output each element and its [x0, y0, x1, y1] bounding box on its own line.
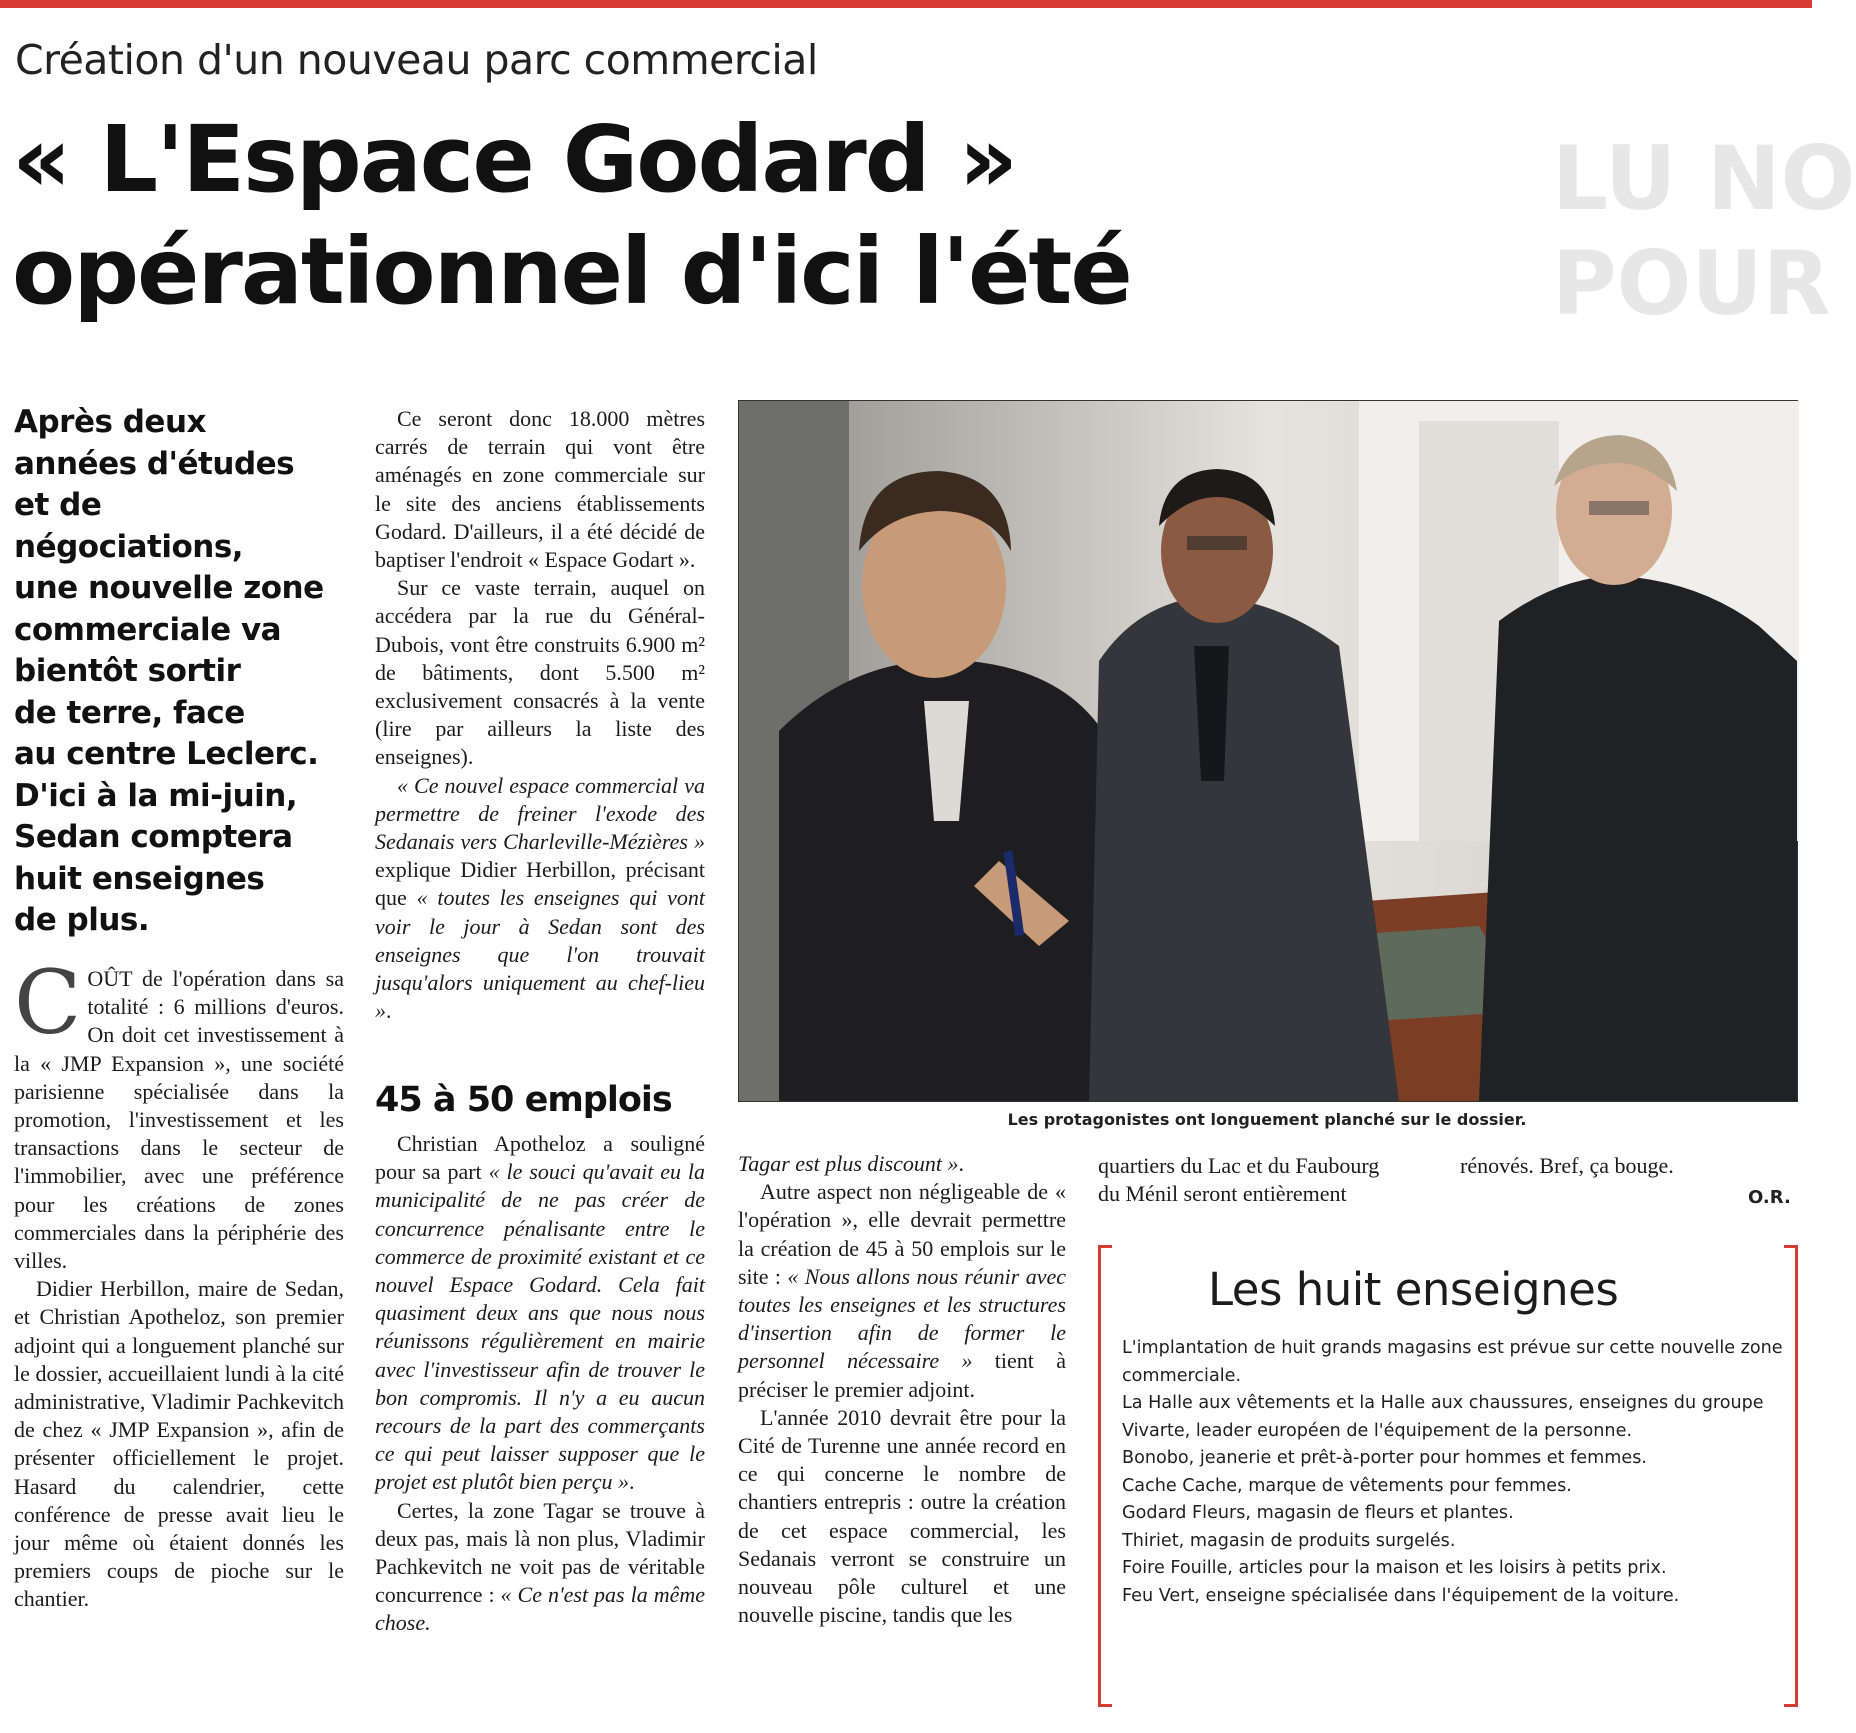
quote: Tagar est plus discount »	[738, 1151, 959, 1176]
quote: « le souci qu'avait eu la municipalité de ne pas créer de concurrence pénalisante entre le commerce de proximité existant et ce nouvel Espace Godard. Cela fait quasiment deux ans que nous nous réunissons régulièrement en mairie avec l'investisseur afin de trouver le bon compromis. Il n'y a eu aucun recours de la part des commerçants ce qui peut laisser supposer que le projet est plutôt bien perçu »	[375, 1159, 705, 1495]
headline-line-1: « L'Espace Godard »	[12, 106, 1017, 213]
article-paragraph: COÛT de l'opération dans sa totalité : 6 millions d'euros. On doit cet investissement à la « JMP Expansion », une société parisienne spécialisée dans la promotion, l'investissement et les transactions dans le secteur de l'immobilier, avec une préférence pour les créations de zones commerciales dans la périphérie des villes.	[14, 951, 344, 1274]
quote: « Ce nouvel espace commercial va permettre de freiner l'exode des Sedanais vers Charleville-Mézières »	[375, 772, 705, 855]
sidebar-title: Les huit enseignes	[1208, 1263, 1619, 1316]
bleed-through-text	[1552, 126, 1856, 335]
drop-cap: C	[14, 951, 82, 1054]
store-item: Feu Vert, enseigne spécialisée dans l'équipement de la voiture.	[1122, 1585, 1680, 1606]
photo-caption: Les protagonistes ont longuement planché sur le dossier.	[1007, 1110, 1527, 1129]
kicker: Création d'un nouveau parc commercial	[15, 36, 818, 84]
top-red-rule	[0, 0, 1812, 8]
lede-line: Sedan comptera	[14, 819, 293, 855]
store-item: Godard Fleurs, magasin de fleurs et plantes.	[1122, 1503, 1514, 1523]
lede-line: Après deux	[14, 404, 207, 440]
lede-line: au centre Leclerc.	[14, 736, 319, 772]
store-item: Cache Cache, marque de vêtements pour femmes.	[1122, 1475, 1572, 1496]
article-continuation	[1098, 1152, 1379, 1208]
lede-line: commerciale va	[14, 611, 282, 648]
photo-illustration	[739, 401, 1797, 1101]
bleed-through-line: LU NO	[1552, 127, 1856, 230]
sidebar-text	[1122, 1335, 1790, 1610]
quote: « Nous allons nous réunir avec toutes les enseignes et les structures d'insertion afin de former le personnel nécessaire »	[738, 1263, 1066, 1374]
article-ending: rénovés. Bref, ça bouge.	[1460, 1153, 1674, 1178]
continuation-line: du Ménil seront entièrement	[1098, 1181, 1347, 1207]
press-photo	[738, 400, 1798, 1102]
article-paragraph: Christian Apotheloz a souligné pour sa part « le souci qu'avait eu la municipalité de ne pas créer de concurrence pénalisante entre le commerce de proximité existant et ce nouvel Espace Godard. Cela fait quasiment deux ans que nous nous réunissons régulièrement en mairie avec l'investisseur afin de trouver le bon compromis. Il n'y a eu aucun recours de la part des commerçants ce qui peut laisser supposer que le projet est plutôt bien perçu ».	[375, 1131, 705, 1495]
article-column-1	[14, 951, 344, 1614]
store-item: Thiriet, magasin de produits surgelés.	[1122, 1530, 1456, 1551]
lede-line: bientôt sortir	[14, 653, 241, 689]
article-paragraph: Certes, la zone Tagar se trouve à deux pas, mais là non plus, Vladimir Pachkevitch ne voit pas de véritable concurrence : « Ce n'est pas la même chose.	[375, 1497, 705, 1636]
quote: « toutes les enseignes qui vont voir le jour à Sedan sont des enseignes que l'on trouvait jusqu'alors uniquement au chef-lieu »	[375, 885, 706, 1024]
store-item: Foire Fouille, articles pour la maison et les loisirs à petits prix.	[1122, 1558, 1667, 1578]
author-signature: O.R.	[1748, 1187, 1791, 1208]
article-column-2-continued	[375, 1130, 705, 1638]
article-paragraph: Sur ce vaste terrain, auquel on accédera par la rue du Général-Dubois, vont être construits 6.900 m² de bâtiments, dont 5.500 m² exclusivement consacrés à la vente (lire par ailleurs la liste des enseignes).	[375, 575, 705, 770]
store-item: Bonobo, jeanerie et prêt-à-porter pour hommes et femmes.	[1122, 1448, 1647, 1468]
bracket-left	[1098, 1245, 1112, 1707]
lede-line: D'ici à la mi-juin,	[14, 777, 298, 814]
lede-line: négociations,	[14, 528, 244, 565]
lede-line: de plus.	[14, 902, 150, 938]
lede-line: et de	[14, 487, 102, 523]
lede-line: de terre, face	[14, 694, 245, 731]
subheading: 45 à 50 emplois	[375, 1080, 672, 1120]
store-item: La Halle aux vêtements et la Halle aux chaussures, enseignes du groupe Vivarte, leader européen de l'équipement de la personne.	[1122, 1393, 1764, 1441]
sidebar-box	[1098, 1245, 1798, 1710]
continuation-line: quartiers du Lac et du Faubourg	[1098, 1153, 1380, 1178]
article-paragraph: L'année 2010 devrait être pour la Cité de Turenne une année record en ce qui concerne le nombre de chantiers entrepris : outre la création de cet espace commercial, les Sedanais verront se construire un nouveau pôle culturel et une nouvelle piscine, tandis que les	[738, 1404, 1066, 1628]
lede	[14, 402, 359, 942]
headline-line-2: opérationnel d'ici l'été	[12, 218, 1131, 325]
quote: « Ce n'est pas la même chose.	[375, 1582, 705, 1636]
lede-line: une nouvelle zone	[14, 570, 324, 606]
article-column-3	[738, 1150, 1066, 1629]
sidebar-intro: L'implantation de huit grands magasins est prévue sur cette nouvelle zone commerciale.	[1122, 1338, 1783, 1386]
headline	[12, 104, 1131, 328]
article-column-2	[375, 405, 705, 1025]
article-paragraph: Tagar est plus discount ».	[738, 1151, 964, 1176]
article-paragraph: Ce seront donc 18.000 mètres carrés de terrain qui vont être aménagés en zone commerciale sur le site des anciens établissements Godard. D'ailleurs, il a été décidé de baptiser l'endroit « Espace Godart ».	[375, 406, 705, 573]
bleed-through-line: POUR	[1552, 232, 1831, 335]
lede-line: huit enseignes	[14, 860, 265, 897]
article-paragraph: « Ce nouvel espace commercial va permettre de freiner l'exode des Sedanais vers Charleville-Mézières » explique Didier Herbillon, précisant que « toutes les enseignes qui vont voir le jour à Sedan sont des enseignes que l'on trouvait jusqu'alors uniquement au chef-lieu ».	[375, 772, 706, 1024]
article-paragraph: Didier Herbillon, maire de Sedan, et Christian Apotheloz, son premier adjoint qui a longuement planché sur le dossier, accueillaient lundi à la cité administrative, Vladimir Pachkevitch de chez « JMP Expansion », afin de présenter officiellement le projet. Hasard du calendrier, cette conférence de presse avait lieu le jour même où étaient donnés les premiers coups de pioche sur le chantier.	[14, 1276, 344, 1612]
article-paragraph: Autre aspect non négligeable de « l'opération », elle devrait permettre la création de 45 à 50 emplois sur le site : « Nous allons nous réunir avec toutes les enseignes et les structures d'insertion afin de former le personnel nécessaire » tient à préciser le premier adjoint.	[738, 1179, 1066, 1402]
lede-line: années d'études	[14, 445, 295, 482]
